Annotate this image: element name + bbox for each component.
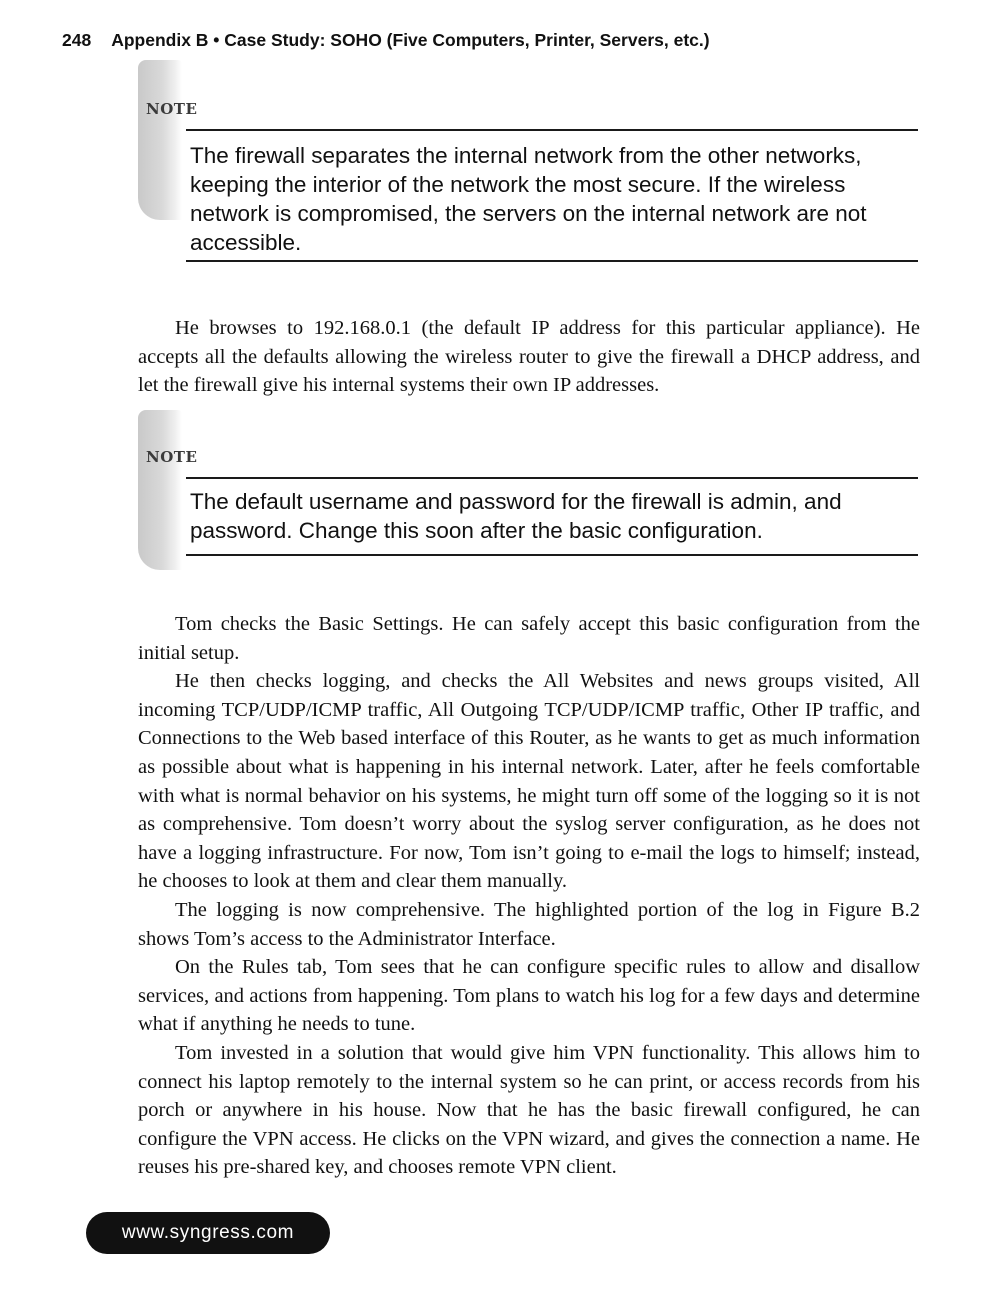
body-paragraph: On the Rules tab, Tom sees that he can configure specific rules to allow and disallow services, and actions from happening. Tom plans to watch his log for a few days and determine what if anything he needs to tune. bbox=[138, 956, 920, 1036]
body-paragraph: He then checks logging, and checks the All Websites and news groups visited, All incoming TCP/UDP/ICMP traffic, All Outgoing TCP/UDP/ICMP traffic, Other IP traffic, and Connections to the Web based interface of this Router, as he wants to get as much information as possible about what is happening in his internal network. Later, after he feels comfortable with what is normal behavior on his systems, he might turn off some of the logging so it is not as comprehensive. Tom doesn’t worry about the syslog server configuration, as he does not have a logging infrastructure. For now, Tom isn’t going to e-mail the logs to himself; instead, he chooses to look at them and clear them manually. bbox=[138, 670, 920, 893]
body-paragraph-group-1 bbox=[138, 314, 920, 400]
running-header bbox=[62, 30, 710, 51]
body-paragraph-group-2 bbox=[138, 610, 920, 1182]
body-paragraph: Tom checks the Basic Settings. He can safely accept this basic configuration from the initial setup. bbox=[138, 613, 920, 664]
body-paragraph: The logging is now comprehensive. The highlighted portion of the log in Figure B.2 shows Tom’s access to the Administrator Interface. bbox=[138, 898, 920, 950]
note-text: The default username and password for the firewall is admin, and password. Change this soon after the basic configuration. bbox=[190, 489, 842, 543]
note-tab-graphic bbox=[138, 410, 182, 570]
body-paragraph: Tom invested in a solution that would give him VPN functionality. This allows him to connect his laptop remotely to the internal system so he can print, or access records from his porch or anywhere in his house. Now that he has the basic firewall configured, he can configure the VPN access. He clicks on the VPN wizard, and gives the connection a name. He reuses his pre-shared key, and chooses remote VPN client. bbox=[138, 1041, 920, 1179]
note-top-rule bbox=[186, 129, 918, 131]
page-number: 248 bbox=[62, 30, 92, 50]
note-label: NOTE bbox=[146, 100, 198, 118]
note-box-credentials bbox=[138, 410, 924, 570]
note-bottom-rule bbox=[186, 554, 918, 556]
running-title: Appendix B • Case Study: SOHO (Five Computers, Printer, Servers, etc.) bbox=[111, 30, 710, 50]
note-label: NOTE bbox=[146, 448, 198, 466]
note-text: The firewall separates the internal network from the other networks, keeping the interior of the network the most secure. If the wireless network is compromised, the servers on the internal network are not accessible. bbox=[190, 143, 867, 255]
note-tab-graphic bbox=[138, 60, 182, 220]
note-top-rule bbox=[186, 477, 918, 479]
body-paragraph: He browses to 192.168.0.1 (the default IP address for this particular appliance). He accepts all the defaults allowing the wireless router to give the firewall a DHCP address, and let the firewall give his internal systems their own IP addresses. bbox=[138, 317, 920, 397]
website-badge: www.syngress.com bbox=[86, 1212, 330, 1254]
note-box-firewall bbox=[138, 60, 924, 272]
note-bottom-rule bbox=[186, 260, 918, 262]
